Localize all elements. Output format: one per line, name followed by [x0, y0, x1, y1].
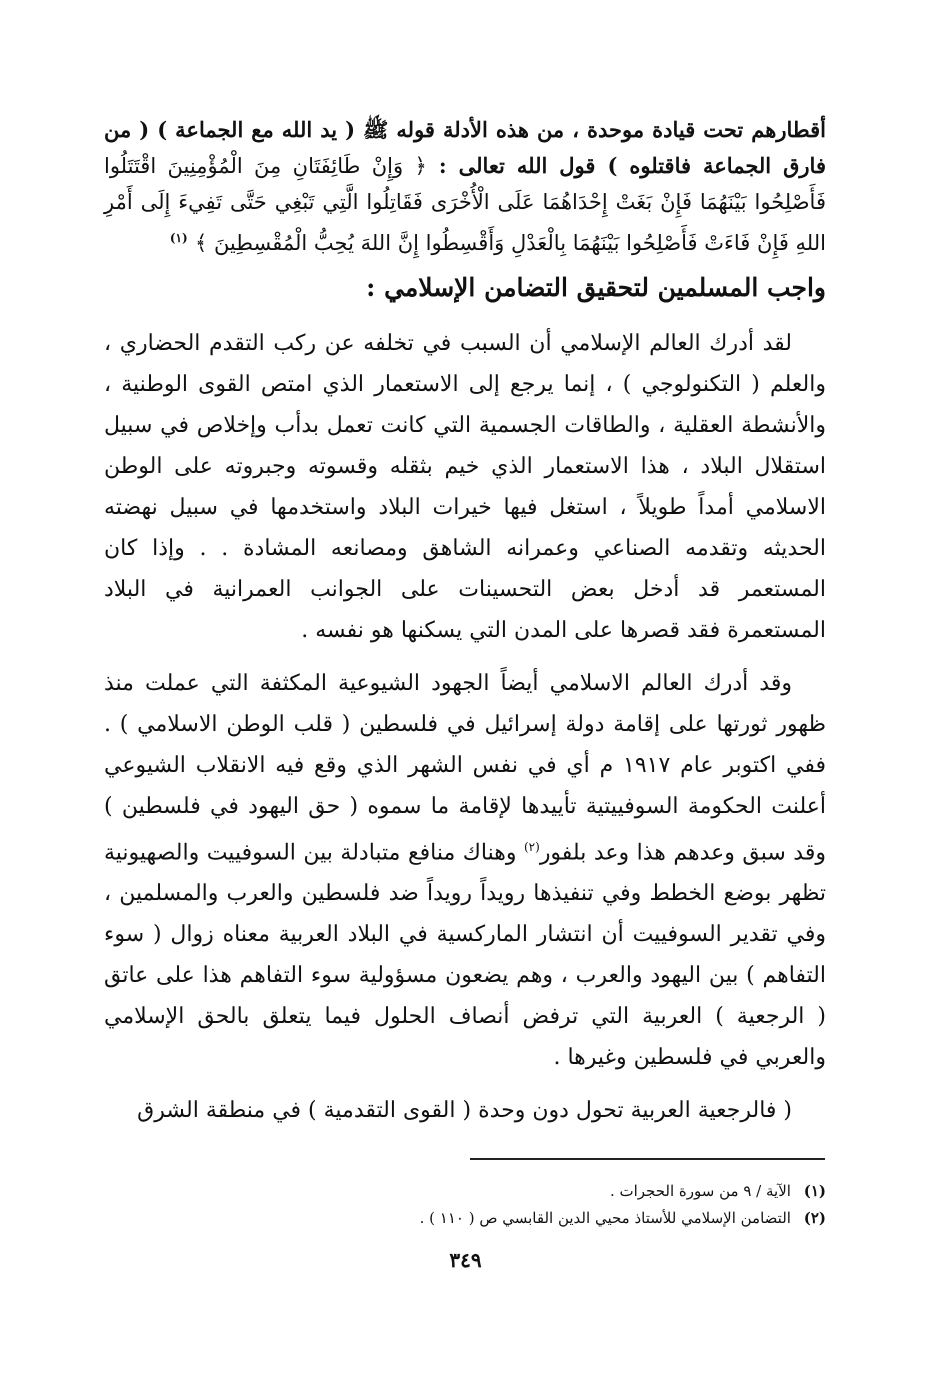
- paragraph-2: [104, 663, 826, 1078]
- quran-verse: ﴿ وَإِنْ طَائِفَتَانِ مِنَ الْمُؤْمِنِينَ اقْتَتَلُوا فَأَصْلِحُوا بَيْنَهُمَا فَإِنْ بَغَتْ إِحْدَاهُمَا عَلَى الْأُخْرَى فَقَاتِلُوا الَّتِي تَبْغِي حَتَّى تَفِيءَ إِلَى أَمْرِ اللهِ فَإِنْ فَاءَتْ فَأَصْلِحُوا بَيْنَهُمَا بِالْعَدْلِ وَأَقْسِطُوا إِنَّ اللهَ يُحِبُّ الْمُقْسِطِينَ ﴾: [104, 154, 826, 255]
- page-number: ٣٤٩: [449, 1248, 482, 1272]
- footnote-text: التضامن الإسلامي للأستاذ محيي الدين القابسي ص ( ١١٠ ) .: [419, 1209, 791, 1227]
- section-heading: واجب المسلمين لتحقيق التضامن الإسلامي :: [366, 273, 826, 302]
- main-text: [104, 112, 826, 1131]
- footnote-number: (١): [803, 1182, 826, 1200]
- verse-footnote-ref: (١): [169, 231, 188, 245]
- intro-paragraph: [104, 112, 826, 261]
- footnote-text: الآية / ٩ من سورة الحجرات .: [609, 1182, 791, 1200]
- paragraph-3: ( فالرجعية العربية تحول دون وحدة ( القوى التقدمية ) في منطقة الشرق: [137, 1098, 792, 1124]
- footnote-2: [104, 1205, 826, 1232]
- paragraph-gap: [104, 651, 826, 663]
- paragraph-1: لقد أدرك العالم الإسلامي أن السبب في تخلفه عن ركب التقدم الحضاري ، والعلم ( التكنولوجي ) ، إنما يرجع إلى الاستعمار الذي امتص القوى الوطنية ، والأنشطة العقلية ، والطاقات الجسمية التي كانت تعمل بدأب وإخلاص في سبيل استقلال البلاد ، هذا الاستعمار الذي خيم بثقله وقسوته وجبروته على الوطن الاسلامي أمداً طويلاً ، استغل فيها خيرات البلاد واستخدمها في سبيل نهضته الحديثه وتقدمه الصناعي وعمرانه الشاهق ومصانعه المشادة . . وإذا كان المستعمر قد أدخل بعض التحسينات على الجوانب العمرانية في البلاد المستعمرة فقد قصرها على المدن التي يسكنها هو نفسه .: [104, 331, 826, 643]
- intro-lead: أقطارهم تحت قيادة موحدة ، من هذه الأدلة قوله ﷺ ( يد الله مع الجماعة ) ( من فارق الجماعة فاقتلوه ) قول الله تعالى :: [104, 117, 826, 178]
- paragraph-2-part-b: وهناك منافع متبادلة بين السوفييت والصهيونية تظهر بوضع الخطط وفي تنفيذها رويداً رويداً ضد فلسطين والعرب والمسلمين ، وفي تقدير السوفييت أن انتشار الماركسية في البلاد العربية معناه زوال ( سوء التفاهم ) بين اليهود والعرب ، وهم يضعون مسؤولية سوء التفاهم هذا على عاتق ( الرجعية ) العربية التي ترفض أنصاف الحلول فيما يتعلق بالحق الإسلامي والعربي في فلسطين وغيرها .: [104, 840, 826, 1071]
- footnote-divider: [470, 1158, 825, 1160]
- footnotes: [104, 1178, 826, 1232]
- balfour-footnote-ref: (٢): [523, 840, 540, 854]
- footnote-1: [104, 1178, 826, 1205]
- paragraph-gap: [104, 1078, 826, 1090]
- footnote-number: (٢): [803, 1209, 826, 1227]
- paragraph-2-part-a: وقد أدرك العالم الاسلامي أيضاً الجهود الشيوعية المكثفة التي عملت منذ ظهور ثورتها على إقامة دولة إسرائيل في فلسطين ( قلب الوطن الاسلامي ) . ففي اكتوبر عام ١٩١٧ م أي في نفس الشهر الذي وقع فيه الانقلاب الشيوعي أعلنت الحكومة السوفييتية تأييدها لإقامة ما سموه ( حق اليهود في فلسطين ) وقد سبق وعدهم هذا وعد بلفور: [104, 671, 826, 866]
